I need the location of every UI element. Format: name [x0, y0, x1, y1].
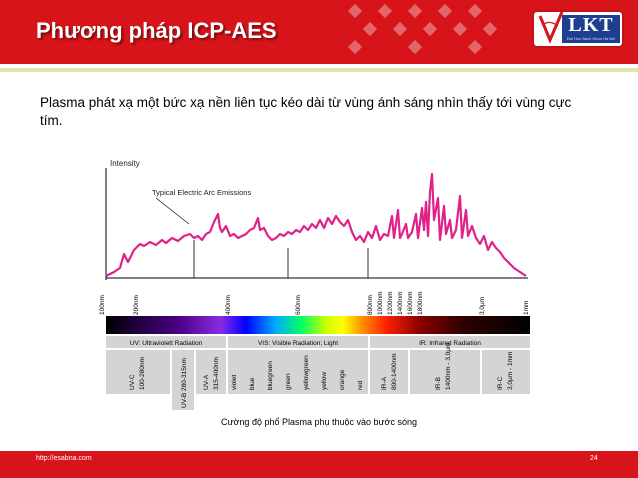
logo-text: LKT	[568, 14, 614, 36]
subband-label: yellow	[321, 371, 328, 390]
subband-label: blue	[249, 377, 256, 390]
region-label-uv: UV: Ultraviolett Radiation	[129, 340, 203, 347]
subband-label: IR-C	[497, 376, 504, 390]
tick-label: 1mm	[523, 300, 530, 315]
figure-caption: Cường độ phổ Plasma phụ thuộc vào bước sóng	[221, 417, 417, 427]
subband-range: 315-400nm	[213, 357, 220, 390]
tick-label: 100nm	[99, 295, 106, 315]
spectrum-color-bar	[106, 316, 530, 334]
tick-label: 1400nm	[397, 291, 404, 315]
subband-label: yellowgreen	[303, 355, 310, 390]
tick-label: 1800nm	[417, 291, 424, 315]
slide-footer	[0, 451, 638, 478]
subband-range: 100-280nm	[139, 357, 146, 390]
slide-body-text: Plasma phát xạ một bức xạ nền liên tục kéo dài từ vùng ánh sáng nhìn thấy tới vùng cực tím.	[40, 95, 572, 128]
subband-label: violet	[231, 374, 238, 390]
subband-label: bluegreen	[267, 361, 274, 390]
subband-range: 800-1400nm	[391, 353, 398, 390]
subband-range: 1400nm - 3,0µm	[445, 342, 452, 390]
header-pattern-decoration	[340, 0, 510, 64]
tick-label: 1000nm	[377, 291, 384, 315]
tick-label: 1600nm	[407, 291, 414, 315]
tick-label: 800nm	[367, 295, 374, 315]
subband-range: 3,0µm - 1mm	[507, 351, 514, 390]
page-number: 24	[590, 455, 598, 462]
subband-label: UV-A	[203, 374, 210, 390]
subband-label: UV-C	[129, 374, 136, 390]
annotation-leader	[156, 198, 189, 224]
subband-label: orange	[339, 369, 346, 390]
subband-boxes	[106, 350, 530, 410]
logo-subtitle: Đại Học Bách Khoa Hà Nội	[566, 36, 616, 41]
tick-label: 200nm	[133, 295, 140, 315]
tick-label: 600nm	[295, 295, 302, 315]
spectrum-figure	[94, 150, 554, 412]
subband-label: IR-A	[381, 377, 388, 390]
annotation-text: Typical Electric Arc Emissions	[152, 188, 252, 197]
tick-label: 1200nm	[387, 291, 394, 315]
y-axis-label: Intensity	[110, 159, 140, 168]
region-label-ir: IR: Infrared Radiation	[419, 340, 481, 347]
subband-label: green	[285, 373, 292, 390]
subband-label: red	[357, 380, 364, 390]
tick-label: 400nm	[225, 295, 232, 315]
region-label-vis: VIS: Visible Radiation; Light	[257, 340, 339, 347]
footer-url-link[interactable]: http://esabna.com	[36, 455, 92, 462]
subband-label: IR-B	[435, 377, 442, 390]
tick-labels	[99, 292, 530, 316]
subband-label: UV-B 280-315nm	[181, 358, 188, 408]
tick-label: 3,0µm	[479, 296, 486, 315]
header-rule	[0, 68, 638, 72]
slide-title: Phương pháp ICP-AES	[36, 18, 277, 43]
